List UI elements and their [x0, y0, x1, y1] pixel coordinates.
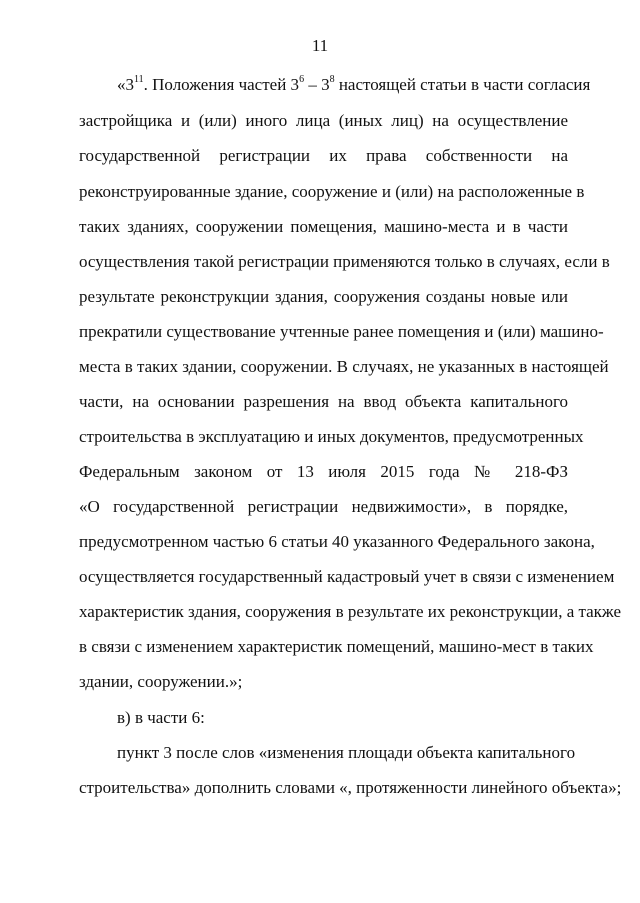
clause-open: «3	[117, 75, 134, 94]
paragraph-1-line-3: государственной регистрации их права собственности на	[79, 146, 568, 165]
paragraph-1-line-7: результате реконструкции здания, сооружения созданы новые или	[79, 287, 568, 306]
paragraph-3-line-1: пункт 3 после слов «изменения площади объекта капитального	[117, 743, 576, 762]
paragraph-1-line-9: места в таких здании, сооружении. В случаях, не указанных в настоящей	[79, 357, 609, 376]
paragraph-2: в) в части 6:	[117, 708, 205, 727]
paragraph-1-line-8: прекратили существование учтенные ранее помещения и (или) машино-	[79, 322, 604, 341]
superscript-8: 8	[329, 74, 335, 86]
paragraph-1-line-16: характеристик здания, сооружения в результате их реконструкции, а также	[79, 602, 621, 621]
paragraph-1-line-5: таких зданиях, сооружении помещения, машино-места и в части	[79, 217, 568, 236]
paragraph-1-line-13: «О государственной регистрации недвижимости», в порядке,	[79, 497, 568, 516]
paragraph-1-line-14: предусмотренном частью 6 статьи 40 указанного Федерального закона,	[79, 532, 595, 551]
paragraph-1-last-line: здании, сооружении.»;	[79, 672, 243, 691]
paragraph-1-line-6: осуществления такой регистрации применяются только в случаях, если в	[79, 252, 610, 271]
clause-text-b: настоящей статьи в части согласия	[334, 75, 591, 94]
superscript-6: 6	[299, 74, 305, 86]
paragraph-1-line-12: Федеральным законом от 13 июля 2015 года № 218-ФЗ	[79, 462, 568, 481]
clause-text-a: . Положения частей 3	[143, 75, 300, 94]
paragraph-3-line-2: строительства» дополнить словами «, протяженности линейного объекта»;	[79, 778, 622, 797]
paragraph-1-line-2: застройщика и (или) иного лица (иных лиц) на осуществление	[79, 111, 568, 130]
paragraph-1-line-15: осуществляется государственный кадастровый учет в связи с изменением	[79, 567, 615, 586]
paragraph-1-line-4: реконструированные здание, сооружение и (или) на расположенные в	[79, 182, 585, 201]
paragraph-1-line-10: части, на основании разрешения на ввод объекта капитального	[79, 392, 568, 411]
paragraph-1-line-17: в связи с изменением характеристик помещений, машино-мест в таких	[79, 637, 594, 656]
clause-dash: – 3	[304, 75, 330, 94]
superscript-11: 11	[134, 74, 144, 86]
page-number: 11	[311, 36, 329, 55]
paragraph-1-line-1	[117, 74, 591, 95]
paragraph-1-line-11: строительства в эксплуатацию и иных документов, предусмотренных	[79, 427, 584, 446]
